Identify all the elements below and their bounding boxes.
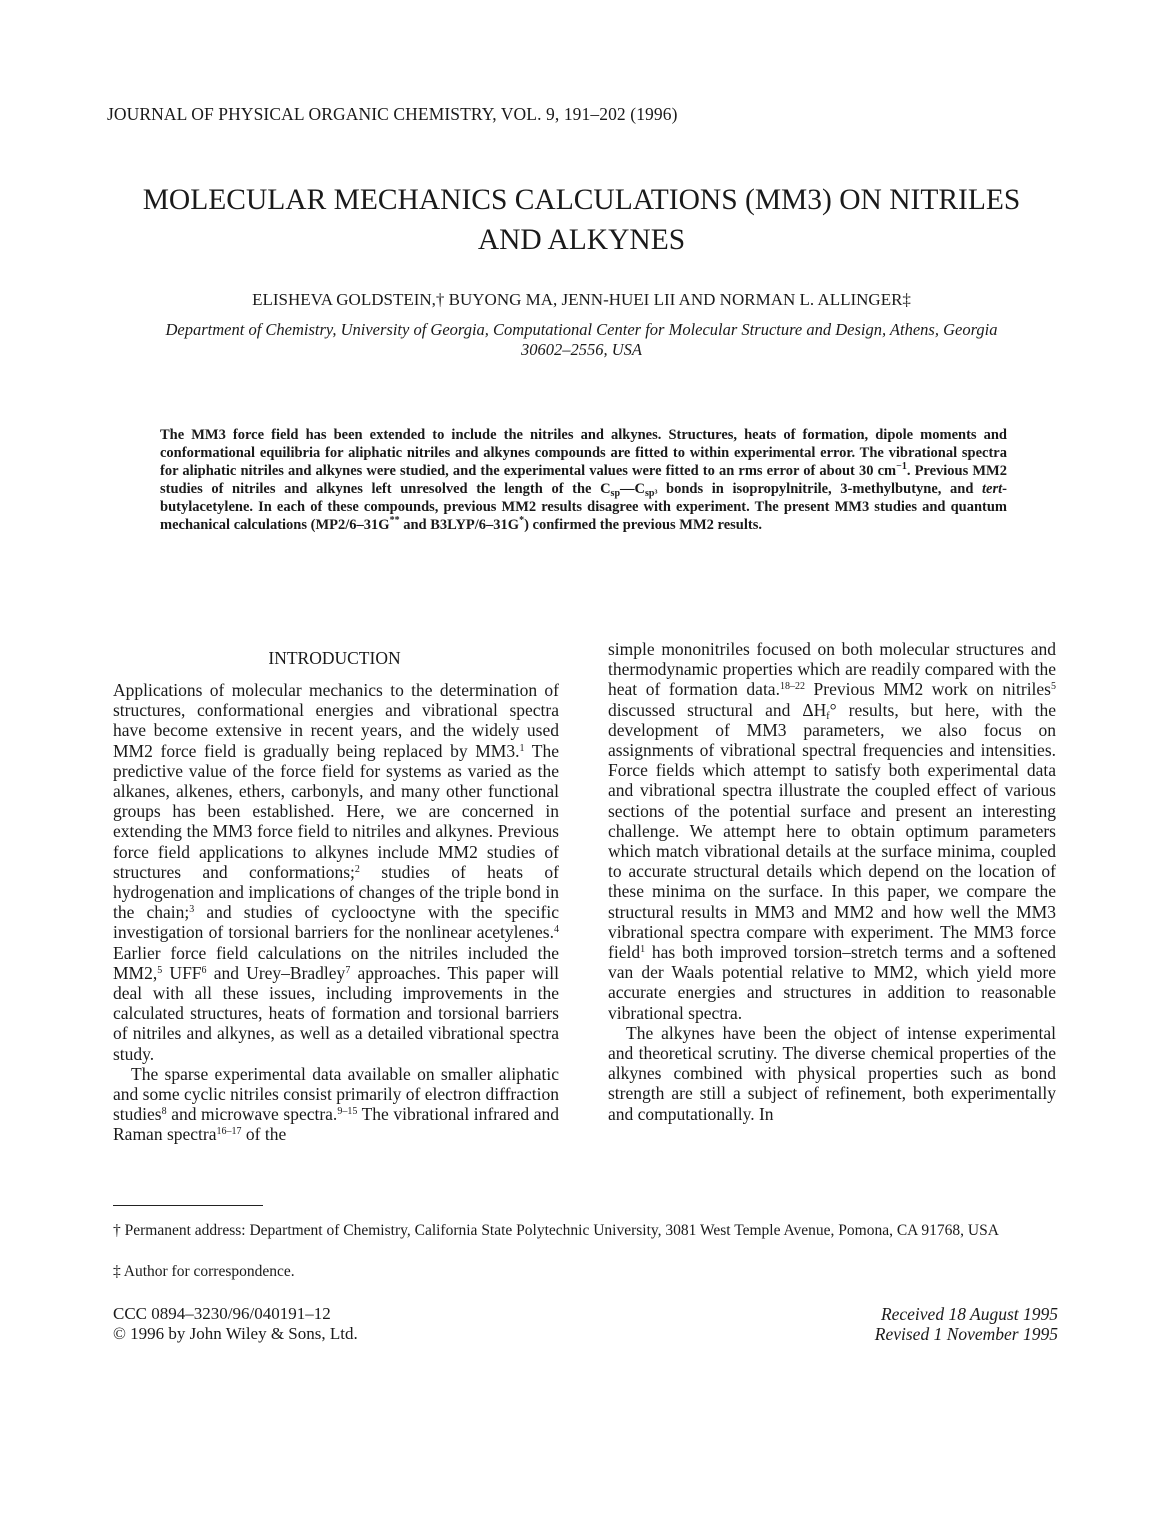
right-column: [608, 639, 1056, 1124]
received-date: Received 18 August 1995: [880, 1304, 1058, 1324]
footnote-double-dagger: ‡ Author for correspondence.: [113, 1263, 295, 1280]
footnote-divider: [113, 1205, 263, 1206]
section-heading-introduction: INTRODUCTION: [268, 648, 401, 668]
footnote-dagger: † Permanent address: Department of Chemistry, California State Polytechnic University, 3081 West Temple Avenue, Pomona, CA 91768, USA: [113, 1222, 999, 1239]
intro-paragraph-4: The alkynes have been the object of intense experimental and theoretical scrutiny. The diverse chemical properties of the alkynes combined with physical properties such as bond strength are still a subject of refinement, both experimentally and computationally. In: [608, 1022, 1056, 1124]
abstract-text: The MM3 force field has been extended to include the nitriles and alkynes. Structures, heats of formation, dipole moments and conformational equilibria for aliphatic nitriles and alkynes compounds are fitted to within experimental error. The vibrational spectra for aliphatic nitriles and alkynes were studied, and the experimental values were fitted to an rms error of about 30 $cm^{-1}$. Previous MM2 studies of nitriles and alkynes left unresolved the length of the $C_{sp}—C_{sp^3}$ bonds in isopropylnitrile, 3-methylbutyne, and tert-butylacetylene. In each of these compounds, previous MM2 results disagree with experiment. The present MM3 studies and quantum mechanical calculations (MP2/6–31G** and B3LYP/6–31G*) confirmed the previous MM2 results.: [160, 427, 1007, 533]
intro-paragraph-1: Applications of molecular mechanics to the determination of structures, conformational energies and vibrational spectra have become extensive in recent years, and the widely used MM2 force field is gradually being replaced by MM3.$^1$ The predictive value of the force field for systems as varied as the alkanes, alkenes, ethers, carbonyls, and many other functional groups has been established. Here, we are concerned in extending the MM3 force field to nitriles and alkynes. Previous force field applications to alkynes include MM2 studies of structures and conformations;$^2$ studies of heats of hydrogenation and implications of changes of the triple bond in the chain;$^3$ and studies of cyclooctyne with the specific investigation of torsional barriers for the nonlinear acetylenes.$^4$ Earlier force field calculations on the nitriles included the MM2,$^5$ UFF$^6$ and Urey–Bradley$^7$ approaches. This paper will deal with all these issues, including improvements in the calculated structures, heats of formation and torsional barriers of nitriles and alkynes, as well as a detailed vibrational spectra study.: [113, 680, 560, 1064]
author-list: ELISHEVA GOLDSTEIN,† BUYONG MA, JENN-HUEI LII AND NORMAN L. ALLINGER‡: [252, 290, 911, 309]
affiliation-line-1: Department of Chemistry, University of Georgia, Computational Center for Molecular Structure and Design, Athens, Georgia: [165, 320, 998, 339]
abstract: [160, 427, 1007, 534]
copyright-notice: © 1996 by John Wiley & Sons, Ltd.: [113, 1324, 358, 1343]
paper-title: MOLECULAR MECHANICS CALCULATIONS (MM3) ON NITRILES AND ALKYNES: [142, 184, 1021, 256]
journal-header: JOURNAL OF PHYSICAL ORGANIC CHEMISTRY, VOL. 9, 191–202 (1996): [107, 104, 678, 124]
intro-paragraph-3: simple mononitriles focused on both molecular structures and thermodynamic properties which are readily compared with the heat of formation data.$^{18-22}$ Previous MM2 work on nitriles$^5$ discussed structural and $\Delta H_f^\circ$ results, but here, with the development of MM3 parameters, we also focus on assignments of vibrational spectral frequencies and intensities. Force fields which attempt to satisfy both experimental data and vibrational spectra illustrate the coupled effect of various sections of the potential surface and present an interesting challenge. We attempt here to obtain optimum parameters which match vibrational details at the surface minima, coupled to accurate structural details which depend on the location of these minima on the surface. In this paper, we compare the structural results in MM3 and MM2 and how well the MM3 vibrational spectra compare with experiment. The MM3 force field$^1$ has both improved torsion–stretch terms and a softened van der Waals potential relative to MM2, which yield more accurate energies and structures in addition to reasonable vibrational spectra.: [608, 639, 1056, 1023]
revised-date: Revised 1 November 1995: [874, 1324, 1058, 1344]
left-column: [113, 680, 559, 1145]
received-dates: [760, 1304, 1058, 1344]
affiliation-line-2: 30602–2556, USA: [521, 340, 642, 359]
affiliation: [110, 320, 1053, 360]
ccc-code: CCC 0894–3230/96/040191–12: [113, 1304, 331, 1323]
copyright-block: [113, 1304, 358, 1344]
intro-paragraph-2: The sparse experimental data available on smaller aliphatic and some cyclic nitriles consist primarily of electron diffraction studies$^8$ and microwave spectra.$^{9-15}$ The vibrational infrared and Raman spectra$^{16-17}$ of the: [113, 1063, 559, 1145]
